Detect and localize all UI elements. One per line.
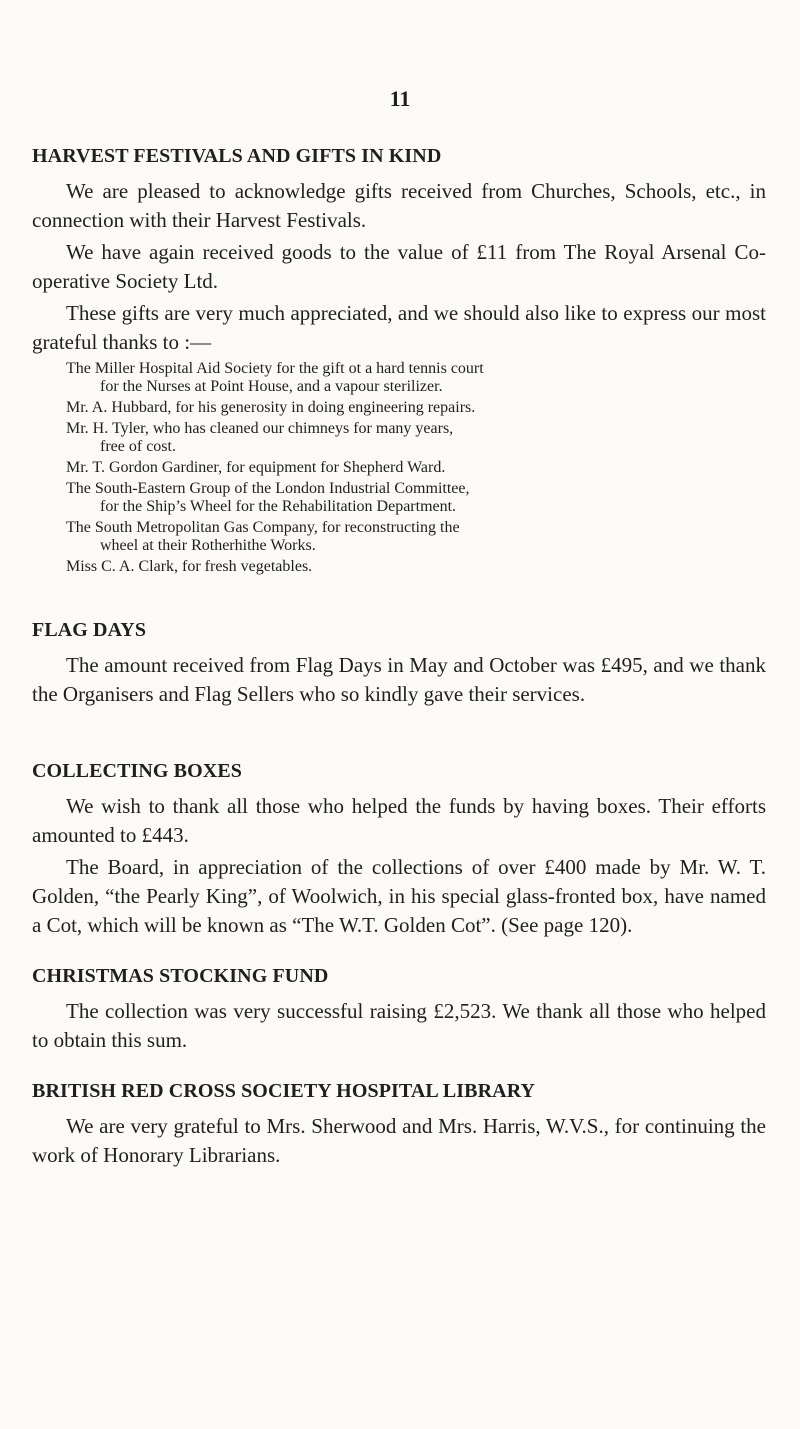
paragraph: We are very grateful to Mrs. Sherwood and Mrs. Harris, W.V.S., for continuing the work of Honorary Librarians. bbox=[32, 1114, 766, 1167]
paragraph: These gifts are very much appreciated, and we should also like to express our most grateful thanks to :— bbox=[32, 301, 766, 354]
paragraph: We have again received goods to the value of £11 from The Royal Arsenal Co-operative Society Ltd. bbox=[32, 240, 766, 293]
section-collecting-boxes bbox=[32, 757, 766, 940]
section-heading: CHRISTMAS STOCKING FUND bbox=[32, 965, 329, 987]
thanks-item-line: Mr. A. Hubbard, for his generosity in doing engineering repairs. bbox=[66, 399, 476, 416]
thanks-item-continuation: wheel at their Rotherhithe Works. bbox=[100, 537, 316, 554]
thanks-item bbox=[32, 480, 766, 516]
thanks-item-continuation: for the Nurses at Point House, and a vapour sterilizer. bbox=[100, 378, 443, 395]
thanks-item-continuation: for the Ship’s Wheel for the Rehabilitation Department. bbox=[100, 498, 457, 515]
section-harvest-festivals bbox=[32, 142, 766, 576]
thanks-item bbox=[32, 420, 766, 456]
section-heading: FLAG DAYS bbox=[32, 619, 147, 641]
section-christmas-stocking-fund bbox=[32, 962, 766, 1055]
paragraph: We are pleased to acknowledge gifts received from Churches, Schools, etc., in connection with their Harvest Festivals. bbox=[32, 179, 766, 232]
section-red-cross-library bbox=[32, 1077, 766, 1170]
section-heading: HARVEST FESTIVALS AND GIFTS IN KIND bbox=[32, 145, 442, 167]
thanks-item-line: The South-Eastern Group of the London Industrial Committee, bbox=[66, 480, 470, 497]
section-flag-days bbox=[32, 616, 766, 709]
thanks-item bbox=[32, 519, 766, 555]
thanks-item-continuation: free of cost. bbox=[100, 438, 176, 455]
section-heading: COLLECTING BOXES bbox=[32, 760, 242, 782]
thanks-item-line: Mr. T. Gordon Gardiner, for equipment for Shepherd Ward. bbox=[66, 459, 446, 476]
thanks-item-line: Miss C. A. Clark, for fresh vegetables. bbox=[66, 558, 313, 575]
page-number: 11 bbox=[389, 86, 411, 111]
page-content bbox=[32, 142, 766, 1170]
thanks-item bbox=[32, 399, 766, 417]
thanks-item-line: The Miller Hospital Aid Society for the gift ot a hard tennis court bbox=[66, 360, 484, 377]
paragraph: The collection was very successful raising £2,523. We thank all those who helped to obtain this sum. bbox=[32, 999, 766, 1052]
paragraph: The amount received from Flag Days in May and October was £495, and we thank the Organisers and Flag Sellers who so kindly gave their services. bbox=[32, 653, 766, 706]
thanks-item bbox=[32, 459, 766, 477]
thanks-item-line: The South Metropolitan Gas Company, for reconstructing the bbox=[66, 519, 460, 536]
section-heading: BRITISH RED CROSS SOCIETY HOSPITAL LIBRARY bbox=[32, 1080, 536, 1102]
thanks-item bbox=[32, 558, 766, 576]
thanks-item-line: Mr. H. Tyler, who has cleaned our chimneys for many years, bbox=[66, 420, 454, 437]
paragraph: The Board, in appreciation of the collections of over £400 made by Mr. W. T. Golden, “the Pearly King”, of Woolwich, in his special glass-fronted box, have named a Cot, which will be known as “The W.T. Golden Cot”. (See page 120). bbox=[32, 855, 766, 937]
paragraph: We wish to thank all those who helped the funds by having boxes. Their efforts amounted to £443. bbox=[32, 794, 766, 847]
thanks-item bbox=[32, 360, 766, 396]
